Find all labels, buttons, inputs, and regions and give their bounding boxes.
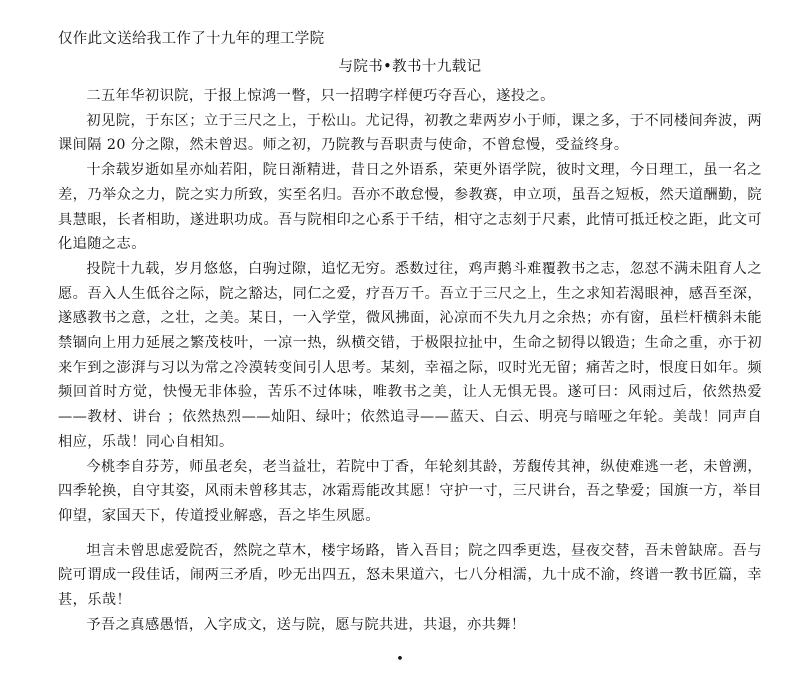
paragraph-7: 予吾之真感愚悟，入字成文，送与院，愿与院共进，共退，亦共舞！ (86, 616, 526, 633)
paragraph-2: 初见院，于东区；立于三尺之上，于松山。尤记得，初教之辈两岁小于师，课之多，于不同楼间奔波，两课间隔 20 分之隙，然未曾迟。师之初，乃院教与吾职责与使命，不曾怠慢，受益终身。 (58, 112, 762, 154)
paragraph-1: 二五年华初识院，于报上惊鸿一瞥，只一招聘字样便巧夺吾心，遂投之。 (86, 88, 555, 104)
essay-body (58, 84, 762, 637)
essay-title: 与院书•教书十九载记 (338, 59, 482, 75)
page-marker: • (396, 652, 404, 667)
paragraph-3: 十余载岁逝如星亦灿若阳，院日渐精进，昔日之外语系，荣更外语学院，彼时文理，今日理工，虽一名之差，乃举众之力，院之实力所致，实至名归。吾亦不敢怠慢，参教赛，申立项，虽吾之短板，然天道酬勤，院具慧眼，长者相助，遂进职功成。吾与院相印之心系于千结，相守之志刻于尺素，此情可抵迁校之距，此文可化追随之志。 (58, 162, 762, 253)
dedication-line: 仅作此文送给我工作了十九年的理工学院 (58, 31, 325, 47)
paragraph-4: 投院十九载，岁月悠悠，白驹过隙，追忆无穷。悉数过往，鸡声鹅斗难覆教书之志，忽怼不满未阻育人之愿。吾入人生低谷之际，院之豁达，同仁之爱，疗吾万千。吾立于三尺之上，生之求知若渴眼神，感吾至深，遂感教书之意，之壮，之美。某日，一入学堂，微风拂面，沁凉而不失九月之余热；亦有窗，虽栏杆横斜未能禁锢向上用力延展之繁茂枝叶，一凉一热，纵横交错，于极限拉扯中，生命之韧得以锻造；生命之重，亦于初来乍到之澎湃与习以为常之冷漠转变间引人思考。某刻，幸福之际，叹时光无留；痛苦之时，恨度日如年。频频回首时方觉，快慢无非体验，苦乐不过体味，唯教书之美，让人无惧无畏。遂可曰：风雨过后，依然热爱——教材、讲台 ；依然热烈——灿阳、绿叶；依然追寻——蓝天、白云、明亮与暗哑之年轮。美哉！同声自相应，乐哉！同心自相知。 (58, 260, 762, 450)
paragraph-5: 今桃李自芬芳，师虽老矣，老当益壮，若院中丁香，年轮刻其龄，芳馥传其神，纵使难逃一老，未曾溯，四季轮换，自守其姿，风雨未曾移其志，冰霜焉能改其愿！守护一寸，三尺讲台，吾之挚爱；国旗一方，举目仰望，家国天下，传道授业解惑，吾之毕生夙愿。 (58, 458, 762, 524)
paragraph-6: 坦言未曾思虑爱院否，然院之草木，楼宇场路，皆入吾目；院之四季更迭，昼夜交替，吾未曾缺席。吾与院可谓成一段佳话，闹两三矛盾，吵无出四五，怒未果道六，七八分相濡，九十成不渝，终谱一教书匠篇，幸甚，乐哉！ (58, 542, 762, 609)
